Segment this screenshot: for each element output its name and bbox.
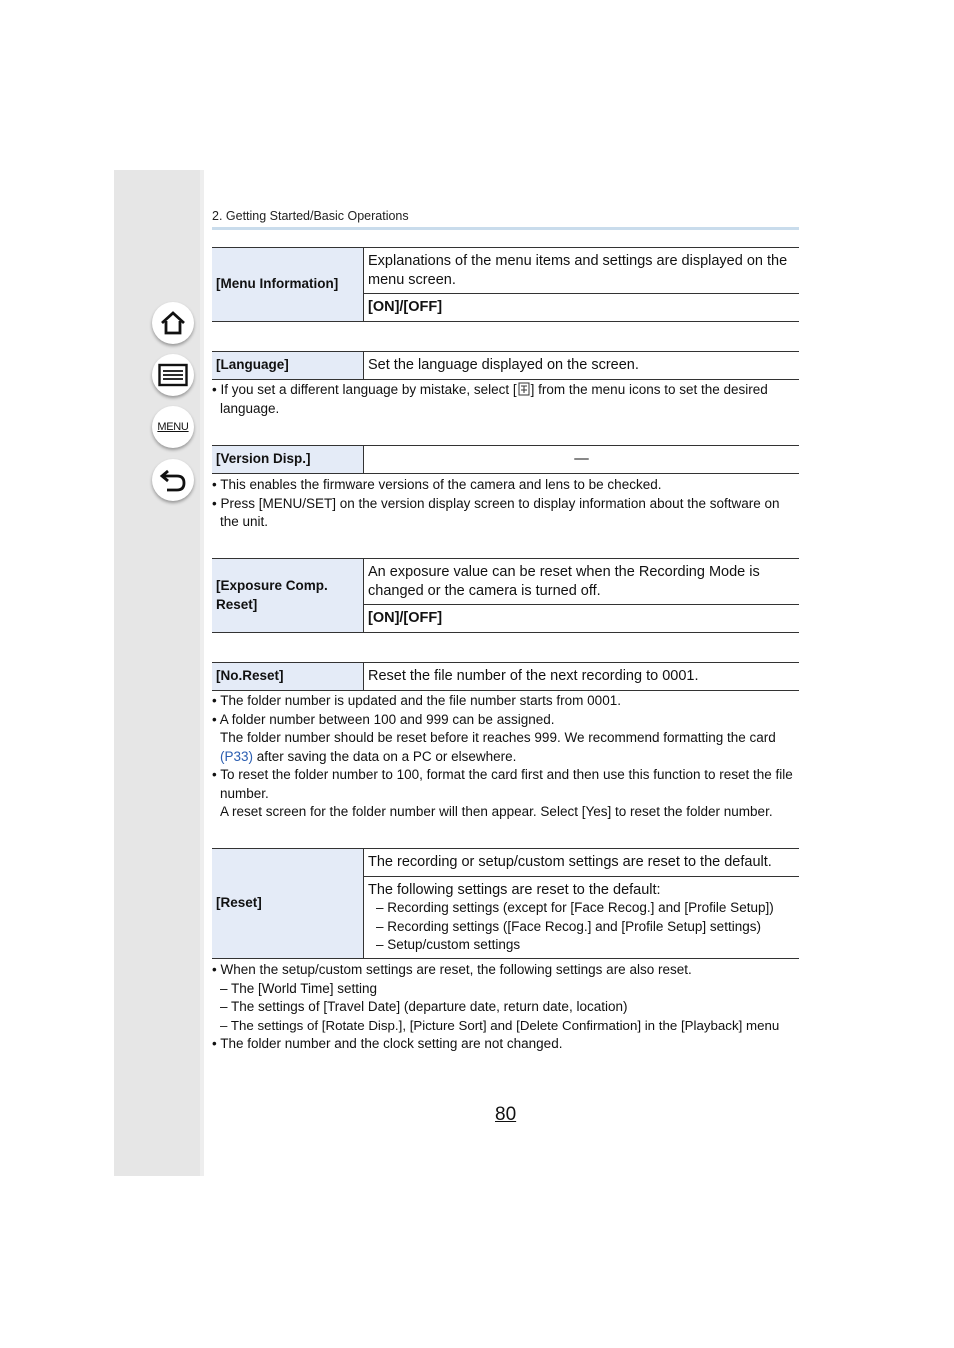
language-note: • If you set a different language by mistake, select [ ] from the menu icons to set the desired language. (212, 382, 768, 416)
contents-list-button[interactable] (152, 354, 194, 396)
menu-button[interactable] (152, 406, 194, 448)
reset-description: The recording or setup/custom settings are reset to the default. (364, 849, 800, 877)
reset-item-2: – Recording settings ([Face Recog.] and [Profile Setup] settings) (376, 918, 761, 934)
exposure-options: [ON]/[OFF] (364, 605, 800, 633)
noreset-label: [No.Reset] (212, 663, 364, 691)
reset-item-3: – Setup/custom settings (376, 937, 521, 952)
exposure-label: [Exposure Comp. Reset] (212, 559, 364, 633)
page-link-p33[interactable]: (P33) (220, 748, 254, 764)
reset-note-2: • The folder number and the clock setting are not changed. (212, 1036, 563, 1051)
reset-notes (212, 961, 802, 1054)
noreset-notes (212, 692, 802, 822)
home-icon (159, 309, 187, 337)
sidebar-edge (200, 170, 204, 1176)
reset-item-1: – Recording settings (except for [Face Recog.] and [Profile Setup]) (376, 900, 774, 915)
exposure-table (212, 558, 799, 633)
exposure-description: An exposure value can be reset when the Recording Mode is changed or the camera is turned off. (364, 559, 800, 605)
menu-information-table (212, 247, 799, 322)
section-header: 2. Getting Started/Basic Operations (212, 209, 409, 223)
reset-note-1-item-1: – The [World Time] setting (220, 980, 378, 996)
noreset-table (212, 662, 799, 691)
noreset-note-2: • A folder number between 100 and 999 can be assigned. (212, 711, 555, 727)
back-arrow-icon (159, 467, 187, 493)
page-number: 80 (495, 1104, 517, 1125)
noreset-note-3-cont: A reset screen for the folder number will then appear. Select [Yes] to reset the folder number. (220, 804, 773, 819)
noreset-note-3: • To reset the folder number to 100, format the card first and then use this function to reset the file number. (212, 767, 793, 801)
language-icon (517, 382, 531, 396)
reset-note-1: • When the setup/custom settings are reset, the following settings are also reset. (212, 962, 692, 977)
language-description: Set the language displayed on the screen. (364, 352, 800, 380)
reset-table (212, 848, 799, 959)
version-note-1: • This enables the firmware versions of the camera and lens to be checked. (212, 477, 662, 492)
language-label: [Language] (212, 352, 364, 380)
version-note-2: • Press [MENU/SET] on the version display screen to display information about the software on the unit. (212, 495, 780, 529)
noreset-note-1: • The folder number is updated and the file number starts from 0001. (212, 693, 621, 708)
back-button[interactable] (152, 459, 194, 501)
noreset-description: Reset the file number of the next recording to 0001. (364, 663, 800, 691)
version-label: [Version Disp.] (212, 446, 364, 474)
menu-information-label: [Menu Information] (212, 248, 364, 322)
reset-note-1-item-2: – The settings of [Travel Date] (departure date, return date, location) (220, 999, 628, 1014)
menu-label: MENU (157, 421, 189, 433)
reset-label: [Reset] (212, 849, 364, 959)
version-table (212, 445, 799, 474)
language-table (212, 351, 799, 380)
home-button[interactable] (152, 302, 194, 344)
menu-information-options: [ON]/[OFF] (364, 294, 800, 322)
reset-note-1-item-3: – The settings of [Rotate Disp.], [Picture Sort] and [Delete Confirmation] in the [Playback] menu (220, 1017, 780, 1033)
language-notes (212, 381, 802, 418)
list-icon (158, 363, 188, 387)
version-notes (212, 476, 802, 532)
noreset-note-2-cont: The folder number should be reset before it reaches 999. We recommend formatting the card (P33) after saving the data on a PC or elsewhere. (220, 730, 776, 764)
header-rule (212, 227, 799, 230)
menu-information-description: Explanations of the menu items and settings are displayed on the menu screen. (364, 248, 800, 294)
version-value: — (364, 446, 800, 474)
reset-following: The following settings are reset to the default: – Recording settings (except for [Face Recog.] and [Profile Setup]) – Recording settings ([Face Recog.] and [Profile Setup] settings) – Setup/custom settings (364, 877, 800, 959)
